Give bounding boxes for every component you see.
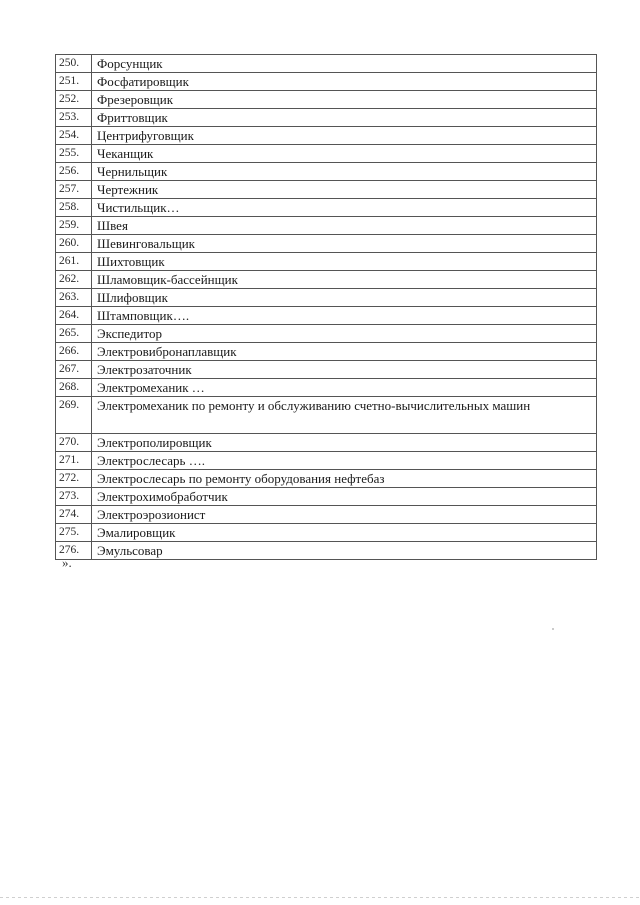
row-number-cell: 256. <box>56 163 92 181</box>
profession-name-cell: Электровибронаплавщик <box>92 343 597 361</box>
row-number-cell: 259. <box>56 217 92 235</box>
table-row <box>56 55 597 73</box>
table-row <box>56 253 597 271</box>
table-row <box>56 145 597 163</box>
row-number-cell: 264. <box>56 307 92 325</box>
profession-name-cell: Экспедитор <box>92 325 597 343</box>
row-number-cell: 260. <box>56 235 92 253</box>
profession-name-cell: Электромеханик по ремонту и обслуживанию счетно-вычислительных машин <box>92 397 597 434</box>
profession-name-cell: Швея <box>92 217 597 235</box>
row-number-cell: 266. <box>56 343 92 361</box>
table-row <box>56 289 597 307</box>
table-row <box>56 470 597 488</box>
profession-name-cell: Эмалировщик <box>92 524 597 542</box>
row-number-cell: 258. <box>56 199 92 217</box>
table-row <box>56 397 597 434</box>
row-number-cell: 272. <box>56 470 92 488</box>
profession-name-cell: Электрослесарь по ремонту оборудования нефтебаз <box>92 470 597 488</box>
table-row <box>56 343 597 361</box>
row-number-cell: 263. <box>56 289 92 307</box>
page-bottom-edge <box>0 897 640 898</box>
row-number-cell: 270. <box>56 434 92 452</box>
table-row <box>56 542 597 560</box>
table-row <box>56 271 597 289</box>
table-row <box>56 181 597 199</box>
profession-name-cell: Центрифуговщик <box>92 127 597 145</box>
profession-name-cell: Фриттовщик <box>92 109 597 127</box>
row-number-cell: 268. <box>56 379 92 397</box>
profession-name-cell: Чистильщик… <box>92 199 597 217</box>
table-row <box>56 163 597 181</box>
profession-name-cell: Эмульсовар <box>92 542 597 560</box>
row-number-cell: 273. <box>56 488 92 506</box>
profession-name-cell: Штамповщик…. <box>92 307 597 325</box>
table-row <box>56 235 597 253</box>
table-row <box>56 434 597 452</box>
table-row <box>56 452 597 470</box>
row-number-cell: 261. <box>56 253 92 271</box>
table-row <box>56 488 597 506</box>
row-number-cell: 275. <box>56 524 92 542</box>
closing-quote-mark: ». <box>62 555 72 570</box>
table-row <box>56 127 597 145</box>
profession-name-cell: Чернильщик <box>92 163 597 181</box>
row-number-cell: 265. <box>56 325 92 343</box>
table-row <box>56 379 597 397</box>
table-row <box>56 307 597 325</box>
profession-name-cell: Шламовщик-бассейнщик <box>92 271 597 289</box>
row-number-cell: 250. <box>56 55 92 73</box>
scan-artifact <box>552 628 554 630</box>
table-row <box>56 325 597 343</box>
profession-name-cell: Чеканщик <box>92 145 597 163</box>
row-number-cell: 267. <box>56 361 92 379</box>
row-number-cell: 262. <box>56 271 92 289</box>
profession-name-cell: Электрослесарь …. <box>92 452 597 470</box>
table-row <box>56 73 597 91</box>
row-number-cell: 269. <box>56 397 92 434</box>
row-number-cell: 251. <box>56 73 92 91</box>
row-number-cell: 255. <box>56 145 92 163</box>
profession-name-cell: Электроэрозионист <box>92 506 597 524</box>
profession-name-cell: Шлифовщик <box>92 289 597 307</box>
row-number-cell: 271. <box>56 452 92 470</box>
table-row <box>56 91 597 109</box>
profession-name-cell: Шевинговальщик <box>92 235 597 253</box>
row-number-cell: 252. <box>56 91 92 109</box>
profession-name-cell: Электрополировщик <box>92 434 597 452</box>
table-row <box>56 217 597 235</box>
row-number-cell: 257. <box>56 181 92 199</box>
row-number-cell: 253. <box>56 109 92 127</box>
table-row <box>56 199 597 217</box>
row-number-cell: 254. <box>56 127 92 145</box>
profession-name-cell: Электрозаточник <box>92 361 597 379</box>
table-row <box>56 109 597 127</box>
table-row <box>56 524 597 542</box>
profession-table <box>55 54 597 560</box>
row-number-cell: 276. <box>56 542 92 560</box>
profession-name-cell: Фосфатировщик <box>92 73 597 91</box>
profession-name-cell: Чертежник <box>92 181 597 199</box>
table-row <box>56 361 597 379</box>
row-number-cell: 274. <box>56 506 92 524</box>
profession-name-cell: Электрохимобработчик <box>92 488 597 506</box>
profession-name-cell: Фрезеровщик <box>92 91 597 109</box>
profession-name-cell: Электромеханик … <box>92 379 597 397</box>
table-row <box>56 506 597 524</box>
profession-name-cell: Форсунщик <box>92 55 597 73</box>
profession-name-cell: Шихтовщик <box>92 253 597 271</box>
table-body <box>56 55 597 560</box>
